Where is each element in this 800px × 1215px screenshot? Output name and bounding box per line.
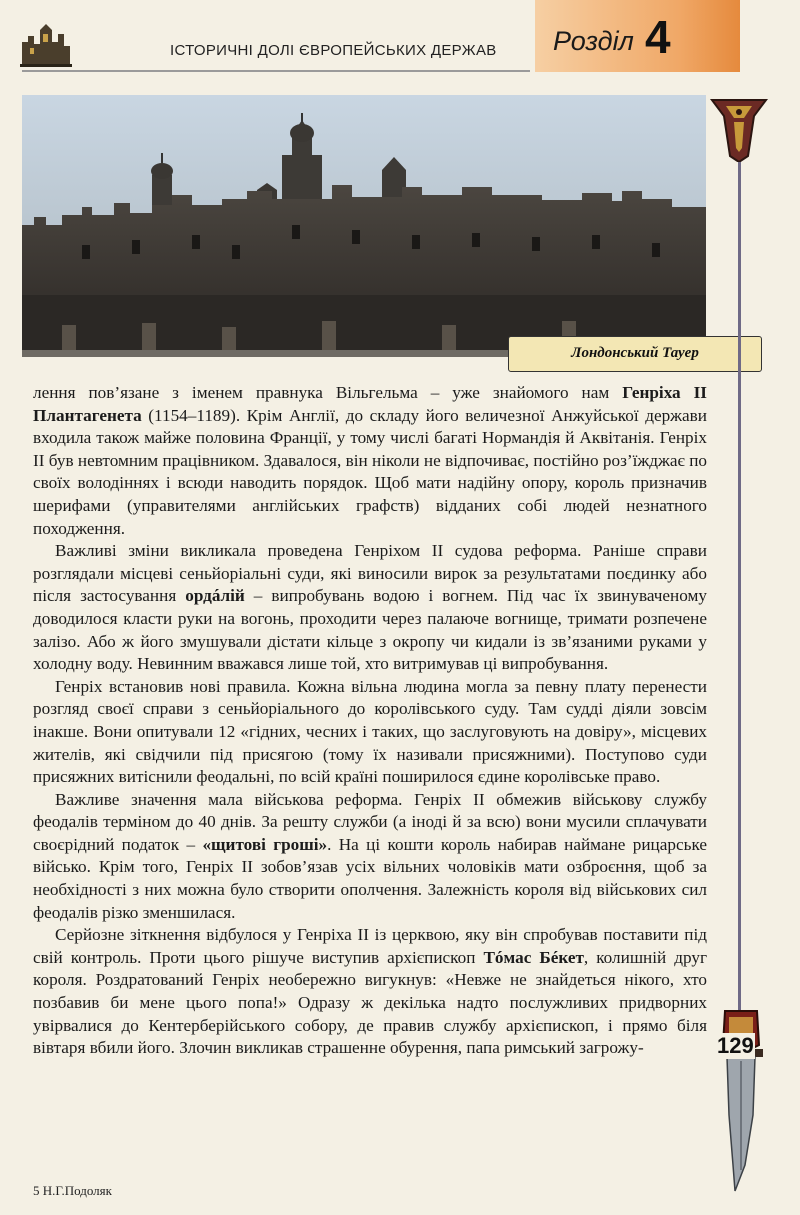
bold-term: Генріха II Плантагенета <box>33 383 707 425</box>
text-run: . На ці кошти король набирав наймане рицарське військо. Крім того, Генріх II зобов’язав усіх вільних чоловіків мати озброєння, щоб за необхідності з них можна було створити ополчення. Залежність короля від військових сил феодалів різко зменшилася. <box>33 834 707 922</box>
paragraph <box>33 789 707 925</box>
paragraph <box>33 382 707 540</box>
text-run: (1154–1189). Крім Англії, до складу його величезної Анжуйської держави входила також майже половина Франції, у тому числі багаті Нормандія й Аквітанія. Генріх II був невтомним працівником. Здавалося, він ніколи не відпочиває, постійно роз’їжджає по своїх володіннях і всюди наводить порядок. Щоб мати надійну опору, король призначив шерифами (управителями англійських графств) відданих собі людей незнатного походження. <box>33 405 707 538</box>
text-run: Важливе значення мала військова реформа. Генріх II обмежив військову службу феодалів терміном до 40 днів. За решту служби (а іноді й за всю) вони мусили сплачувати своєрідний податок – <box>33 789 707 854</box>
text-run: – випробувань водою і вогнем. Під час їх звинуваченому доводилося класти руки на вогонь, проходити через палаюче вогнище, тримати розпечене залізо. Або ж його змушували дістати кільце з окропу чи кидали із зв’язаними руками у холодну воду. Невинним вважався лише той, хто витримував ці випробування. <box>33 586 707 674</box>
header-divider <box>22 70 530 72</box>
bold-term: ордáлій <box>185 586 245 606</box>
section-tab <box>535 0 740 72</box>
bold-term: «щитові гроші» <box>202 834 328 854</box>
text-run: Серйозне зіткнення відбулося у Генріха II із церквою, яку він спробував поставити під свій контроль. Проти цього рішуче виступив архієпископ <box>33 925 707 967</box>
section-number: 4 <box>645 11 671 63</box>
running-title: ІСТОРИЧНІ ДОЛІ ЄВРОПЕЙСЬКИХ ДЕРЖАВ <box>170 42 497 59</box>
text-run: , колишній друг короля. Роздратований Генріх необережно вигукнув: «Невже не знайдеться нікого, хто позбавив би мене цього попа!» Одразу ж декілька надто послужливих придворних увірвалися до Кентерберійського собору, де правив службу архієпископ, і прямо біля вівтаря вбили його. Злочин викликав страшенне обурення, папа римський загрожу- <box>33 947 707 1058</box>
ornament-icon <box>708 96 770 162</box>
footer-signature: 5 Н.Г.Подоляк <box>33 1183 112 1198</box>
text-run: Важливі зміни викликала проведена Генріхом II судова реформа. Раніше справи розглядали місцеві сеньйоріальні суди, які виносили вирок за результатами поєдинку або після застосування <box>33 541 707 606</box>
paragraph <box>33 540 707 676</box>
side-rule <box>738 160 741 1010</box>
text-run: Генріх встановив нові правила. Кожна вільна людина могла за певну плату перенести розгляд своєї справи з сеньйоріального до королівського суду. Там судді діяли зовсім інакше. Вони опитували 12 «гідних, чесних і таких, що заслуговують на довіру», місцевих жителів, які свідчили під присягою (тому їх називали присяжними). Поступово суди присяжних витіснили феодальні, по всій країні поширилося єдине королівське право. <box>33 676 707 787</box>
photo-caption: Лондонський Тауер <box>508 336 762 372</box>
page-number: 129 <box>717 1033 754 1058</box>
paragraph <box>33 676 707 789</box>
body-text <box>33 382 707 1060</box>
section-label: Розділ <box>553 26 634 56</box>
paragraph <box>33 924 707 1060</box>
castle-ruin-icon <box>18 12 74 68</box>
text-run: лення пов’язане з іменем правнука Вільгельма – уже знайомого нам <box>33 383 623 402</box>
tower-of-london-photo <box>22 95 706 357</box>
bold-term: Тóмас Бéкет <box>483 947 584 967</box>
